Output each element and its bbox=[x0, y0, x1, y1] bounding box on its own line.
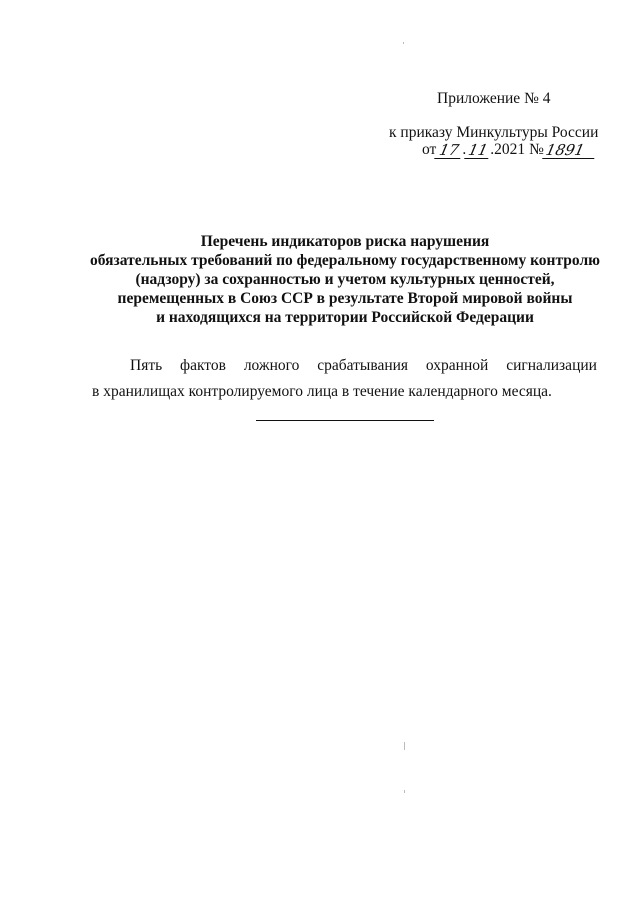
handwritten-month: 11 bbox=[464, 142, 492, 159]
appendix-title: Приложение № 4 bbox=[437, 90, 551, 107]
date-separator: . bbox=[462, 141, 467, 158]
heading-line: Перечень индикаторов риска нарушения bbox=[200, 233, 490, 250]
heading-line: (надзору) за сохранностью и учетом культурных ценностей, bbox=[135, 271, 555, 288]
paragraph-word: фактов bbox=[180, 357, 226, 374]
date-year: .2021 bbox=[490, 141, 526, 158]
heading-line: и находящихся на территории Российской Федерации bbox=[156, 309, 534, 326]
heading-line: перемещенных в Союз ССР в результате Второй мировой войны bbox=[117, 290, 573, 307]
paragraph-word: сигнализации bbox=[506, 357, 597, 374]
end-divider bbox=[256, 420, 434, 421]
scan-speck bbox=[403, 42, 404, 44]
date-prefix: от bbox=[422, 141, 437, 158]
indicator-paragraph-line-2: в хранилищах контролируемого лица в течение календарного месяца. bbox=[92, 383, 552, 400]
heading-line: обязательных требований по федеральному государственному контролю bbox=[90, 252, 600, 269]
document-heading bbox=[60, 232, 630, 327]
paragraph-word: ложного bbox=[243, 357, 300, 374]
order-date-number bbox=[422, 141, 596, 159]
paragraph-word: Пять bbox=[130, 357, 163, 374]
order-reference: к приказу Минкультуры России bbox=[389, 124, 599, 141]
handwritten-day: 17 bbox=[435, 142, 465, 159]
scan-speck bbox=[404, 742, 405, 750]
indicator-paragraph-line-1 bbox=[130, 357, 597, 375]
paragraph-word: охранной bbox=[425, 357, 489, 374]
handwritten-order-number: 1891 bbox=[542, 142, 598, 159]
paragraph-word: срабатывания bbox=[317, 357, 409, 374]
number-sign: № bbox=[529, 141, 544, 158]
scan-speck bbox=[404, 790, 405, 793]
